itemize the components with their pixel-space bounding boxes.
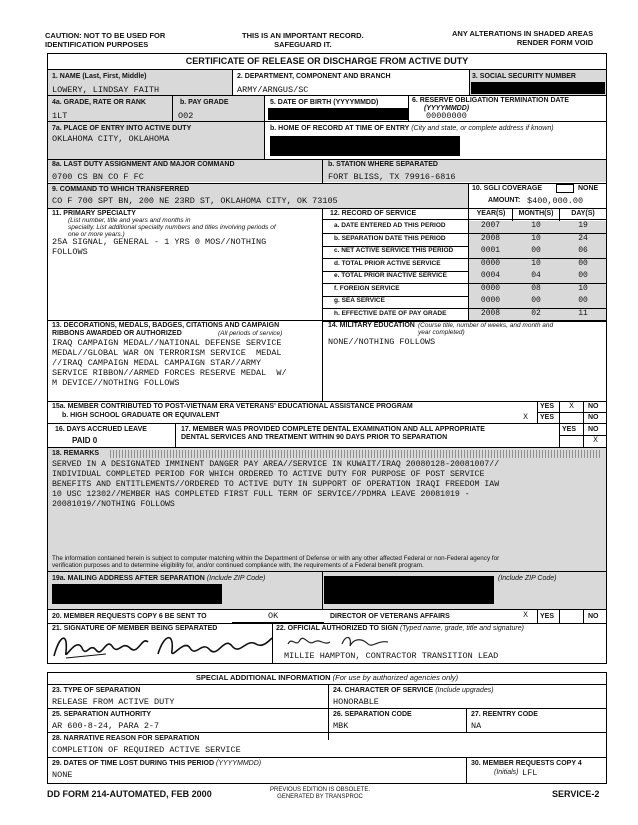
name-value: LOWERY, LINDSAY FAITH (52, 85, 160, 95)
field-6-label: 6. RESERVE OBLIGATION TERMINATION DATE (412, 97, 569, 104)
service-cell-d: 11 (578, 309, 588, 318)
15a-no-label: NO (588, 403, 599, 410)
copy4-initials-value: LFL (522, 768, 538, 778)
service-cell-m: 00 (531, 246, 541, 255)
field-21-label: 21. SIGNATURE OF MEMBER BEING SEPARATED (52, 625, 218, 632)
official-name-value: MILLIE HAMPTON, CONTRACTOR TRANSITION LEAD (284, 651, 499, 661)
field-4a-label: 4a. GRADE, RATE OR RANK (52, 99, 146, 106)
director-label: DIRECTOR OF VETERANS AFFAIRS (330, 613, 450, 620)
alterations-note: ANY ALTERATIONS IN SHADED AREAS RENDER FORM VOID (452, 29, 594, 47)
reentry-code-value: NA (471, 721, 482, 731)
field-17-label: 17. MEMBER WAS PROVIDED COMPLETE DENTAL EXAMINATION AND ALL APPROPRIATE DENTAL SERVICES AND TREATMENT WITHIN 90 DAYS PRIOR TO SEPARATION (181, 426, 485, 441)
separation-type-value: RELEASE FROM ACTIVE DUTY (52, 697, 175, 707)
15a-mark[interactable]: X (569, 402, 574, 411)
service-cell-y: 0004 (480, 271, 501, 280)
field-4b-label: b. PAY GRADE (180, 99, 229, 106)
service-cell-d: 10 (578, 284, 588, 293)
field-10-label: 10. SGLI COVERAGE (472, 185, 543, 192)
field-13-label: 13. DECORATIONS, MEDALS, BADGES, CITATIONS AND CAMPAIGN RIBBONS AWARDED OR AUTHORIZED (52, 322, 280, 337)
leave-value: PAID 0 (72, 436, 98, 445)
field-20-label: 20. MEMBER REQUESTS COPY 6 BE SENT TO (52, 613, 207, 620)
sgli-none-checkbox[interactable] (556, 184, 574, 193)
sgli-none-label: NONE (578, 185, 599, 192)
col-days: DAY(S) (571, 210, 595, 217)
service-cell-d: 00 (578, 296, 588, 305)
service-cell-y: 0001 (480, 246, 501, 255)
education-value: NONE//NOTHING FOLLOWS (328, 337, 436, 347)
service-cell-d: 00 (578, 259, 588, 268)
service-row-label: c. NET ACTIVE SERVICE THIS PERIOD (334, 247, 454, 254)
field-12-label: 12. RECORD OF SERVICE (330, 210, 417, 217)
field-7b-label: b. HOME OF RECORD AT TIME OF ENTRY (City and state, or complete address if known) (270, 125, 554, 132)
field-14-label: 14. MILITARY EDUCATION (328, 322, 415, 329)
department-value: ARMY/ARNGUS/SC (237, 85, 309, 95)
form-title: CERTIFICATE OF RELEASE OR DISCHARGE FROM ACTIVE DUTY (185, 56, 469, 66)
ssn-redaction (471, 82, 605, 94)
field-19a-label: 19a. MAILING ADDRESS AFTER SEPARATION (Include ZIP Code) (52, 575, 266, 582)
field-22-label: 22. OFFICIAL AUTHORIZED TO SIGN (Typed name, grade, title and signature) (276, 625, 524, 632)
service-row-label: g. SEA SERVICE (334, 297, 385, 304)
remarks-value: SERVED IN A DESIGNATED IMMINENT DANGER PAY AREA//SERVICE IN KUWAIT/IRAQ 20080128-20081007// INDIVIDUAL COMPLETED PERIOD FOR WHICH ORDERED TO ACTIVE DUTY FOR PURPOSE OF POST SERVICE BENEFITS AND ENTITLEMENTS//ORDERED TO ACTIVE DUTY IN SUPPORT OF OPERATION IRAQI FREEDOM IAW 10 USC 12302//MEMBER HAS COMPLETED FIRST FULL TERM OF SERVICE//PDMRA LEAVE 20081019 - 20081019//NOTHING FOLLOWS (52, 460, 500, 509)
field-2-label: 2. DEPARTMENT, COMPONENT AND BRANCH (237, 73, 391, 80)
service-cell-y: 2007 (480, 221, 501, 230)
dob-redaction (268, 108, 408, 120)
service-row-label: f. FOREIGN SERVICE (334, 285, 400, 292)
field-30-label: 30. MEMBER REQUESTS COPY 4 (471, 760, 582, 767)
service-cell-y: 2008 (480, 234, 501, 243)
field-3-label: 3. SOCIAL SECURITY NUMBER (472, 73, 576, 80)
service-cell-m: 08 (531, 284, 541, 293)
copy6-state-value: OK (268, 611, 279, 621)
grade-value: 1LT (52, 111, 68, 121)
last-duty-value: 0700 CS BN CO F FC (52, 172, 144, 182)
15a-yes-label: YES (540, 403, 555, 410)
20-yes-label: YES (540, 613, 555, 620)
15b-mark[interactable]: X (523, 413, 528, 422)
field-24-label: 24. CHARACTER OF SERVICE (Include upgrades) (333, 687, 494, 694)
field-25-label: 25. SEPARATION AUTHORITY (52, 711, 152, 718)
copy-designation: SERVICE-2 (552, 789, 600, 799)
service-cell-m: 00 (531, 296, 541, 305)
narrative-reason-value: COMPLETION OF REQUIRED ACTIVE SERVICE (52, 745, 241, 755)
17-yes-label: YES (562, 426, 577, 433)
service-cell-m: 10 (531, 221, 541, 230)
service-row-label: b. SEPARATION DATE THIS PERIOD (334, 235, 446, 242)
field-23-label: 23. TYPE OF SEPARATION (52, 687, 141, 694)
field-27-label: 27. REENTRY CODE (471, 711, 538, 718)
mailing-address-redaction (52, 584, 222, 604)
specialty-value: 25A SIGNAL, GENERAL - 1 YRS 0 MOS//NOTHING FOLLOWS (52, 237, 267, 257)
20-mark[interactable]: X (523, 611, 528, 620)
service-cell-y: 0000 (480, 296, 501, 305)
station-value: FORT BLISS, TX 79916-6816 (328, 172, 456, 182)
service-cell-d: 24 (578, 234, 588, 243)
decorations-value: IRAQ CAMPAIGN MEDAL//NATIONAL DEFENSE SERVICE MEDAL//GLOBAL WAR ON TERRORISM SERVICE MEDAL //IRAQ CAMPAIGN MEDAL CAMPAIGN STAR//ARMY SERVICE RIBBON//ARMED FORCES RESERVE MEDAL W/ M DEVICE//NOTHING FOLLOWS (52, 338, 287, 388)
separation-code-value: MBK (333, 721, 349, 731)
reserve-date-value: 00000000 (426, 111, 467, 121)
field-5-label: 5. DATE OF BIRTH (YYYYMMDD) (270, 99, 379, 106)
service-cell-y: 0000 (480, 259, 501, 268)
member-signature (46, 628, 276, 664)
field-13-sub: (All periods of service) (218, 330, 283, 337)
service-cell-m: 04 (531, 271, 541, 280)
field-7a-label: 7a. PLACE OF ENTRY INTO ACTIVE DUTY (52, 125, 192, 132)
field-28-label: 28. NARRATIVE REASON FOR SEPARATION (52, 735, 200, 742)
sgli-amount-value: $400,000.00 (527, 196, 584, 206)
col-years: YEAR(S) (476, 210, 506, 217)
field-1-label: 1. NAME (Last, First, Middle) (52, 73, 147, 80)
field-15a-label: 15a. MEMBER CONTRIBUTED TO POST-VIETNAM ERA VETERANS' EDUCATIONAL ASSISTANCE PROGRAM (52, 403, 413, 410)
15b-yes-label: YES (540, 414, 555, 421)
field-11-label: 11. PRIMARY SPECIALTY (52, 210, 136, 217)
form-number: DD FORM 214-AUTOMATED, FEB 2000 (47, 789, 212, 799)
sgli-amount-label: AMOUNT: (488, 197, 521, 204)
field-26-label: 26. SEPARATION CODE (333, 711, 412, 718)
important-record-note: THIS IS AN IMPORTANT RECORD. SAFEGUARD IT. (242, 31, 364, 49)
service-cell-m: 10 (531, 234, 541, 243)
service-cell-m: 02 (531, 309, 541, 318)
service-cell-d: 19 (578, 221, 588, 230)
service-cell-y: 2008 (480, 309, 501, 318)
col-months: MONTH(S) (518, 210, 554, 217)
field-16-label: 16. DAYS ACCRUED LEAVE (55, 426, 147, 433)
service-row-label: e. TOTAL PRIOR INACTIVE SERVICE (334, 272, 447, 279)
authority-value: AR 600-8-24, PARA 2-7 (52, 721, 160, 731)
17-no-label: NO (588, 426, 599, 433)
time-lost-value: NONE (52, 770, 73, 780)
service-cell-d: 06 (578, 246, 588, 255)
privacy-notice: The information contained herein is subject to computer matching within the Department of Defense or with any other affected Federal or non-Federal agency for verification purposes and to determine eligibility for, and/or continued compliance with, the requirements of a Federal benefit program. (52, 555, 500, 569)
command-value: CO F 700 SPT BN, 200 NE 23RD ST, OKLAHOMA CITY, OK 73105 (52, 196, 338, 206)
field-19b-sub: (Include ZIP Code) (498, 575, 557, 582)
field-8a-label: 8a. LAST DUTY ASSIGNMENT AND MAJOR COMMAND (52, 161, 235, 168)
nearest-relative-redaction (324, 576, 494, 604)
field-29-label: 29. DATES OF TIME LOST DURING THIS PERIOD (YYYYMMDD) (52, 760, 262, 767)
field-9-label: 9. COMMAND TO WHICH TRANSFERRED (52, 186, 190, 193)
service-cell-d: 00 (578, 271, 588, 280)
service-cell-m: 10 (531, 259, 541, 268)
official-signature (284, 632, 394, 652)
17-mark[interactable]: X (593, 436, 598, 445)
service-row-label: a. DATE ENTERED AD THIS PERIOD (334, 222, 446, 229)
special-info-title: SPECIAL ADDITIONAL INFORMATION (For use by authorized agencies only) (195, 673, 459, 682)
field-15b-label: b. HIGH SCHOOL GRADUATE OR EQUIVALENT (62, 412, 220, 419)
character-value: HONORABLE (333, 697, 379, 707)
service-cell-y: 0000 (480, 284, 501, 293)
service-row-label: d. TOTAL PRIOR ACTIVE SERVICE (334, 260, 441, 267)
service-row-label: h. EFFECTIVE DATE OF PAY GRADE (334, 310, 447, 317)
home-record-redaction (270, 136, 460, 156)
15b-no-label: NO (588, 414, 599, 421)
20-no-label: NO (588, 613, 599, 620)
field-8b-label: b. STATION WHERE SEPARATED (328, 161, 438, 168)
field-18-label: 18. REMARKS (52, 450, 100, 457)
field-30-sub: (Initials) (494, 769, 519, 776)
field-6-sub: (YYYYMMDD) (424, 105, 470, 112)
pay-grade-value: O02 (178, 111, 194, 121)
entry-place-value: OKLAHOMA CITY, OKLAHOMA (52, 134, 170, 144)
field-14-sub: (Course title, number of weeks, and month and year completed) (418, 322, 554, 336)
caution-note: CAUTION: NOT TO BE USED FOR IDENTIFICATION PURPOSES (45, 31, 166, 49)
obsolete-note: PREVIOUS EDITION IS OBSOLETE. GENERATED BY TRANSPROC (270, 787, 371, 800)
field-11-sub: (List number, title and years and months in specialty. List additional specialty numbers and titles involving periods of one or more years.) (68, 217, 276, 238)
